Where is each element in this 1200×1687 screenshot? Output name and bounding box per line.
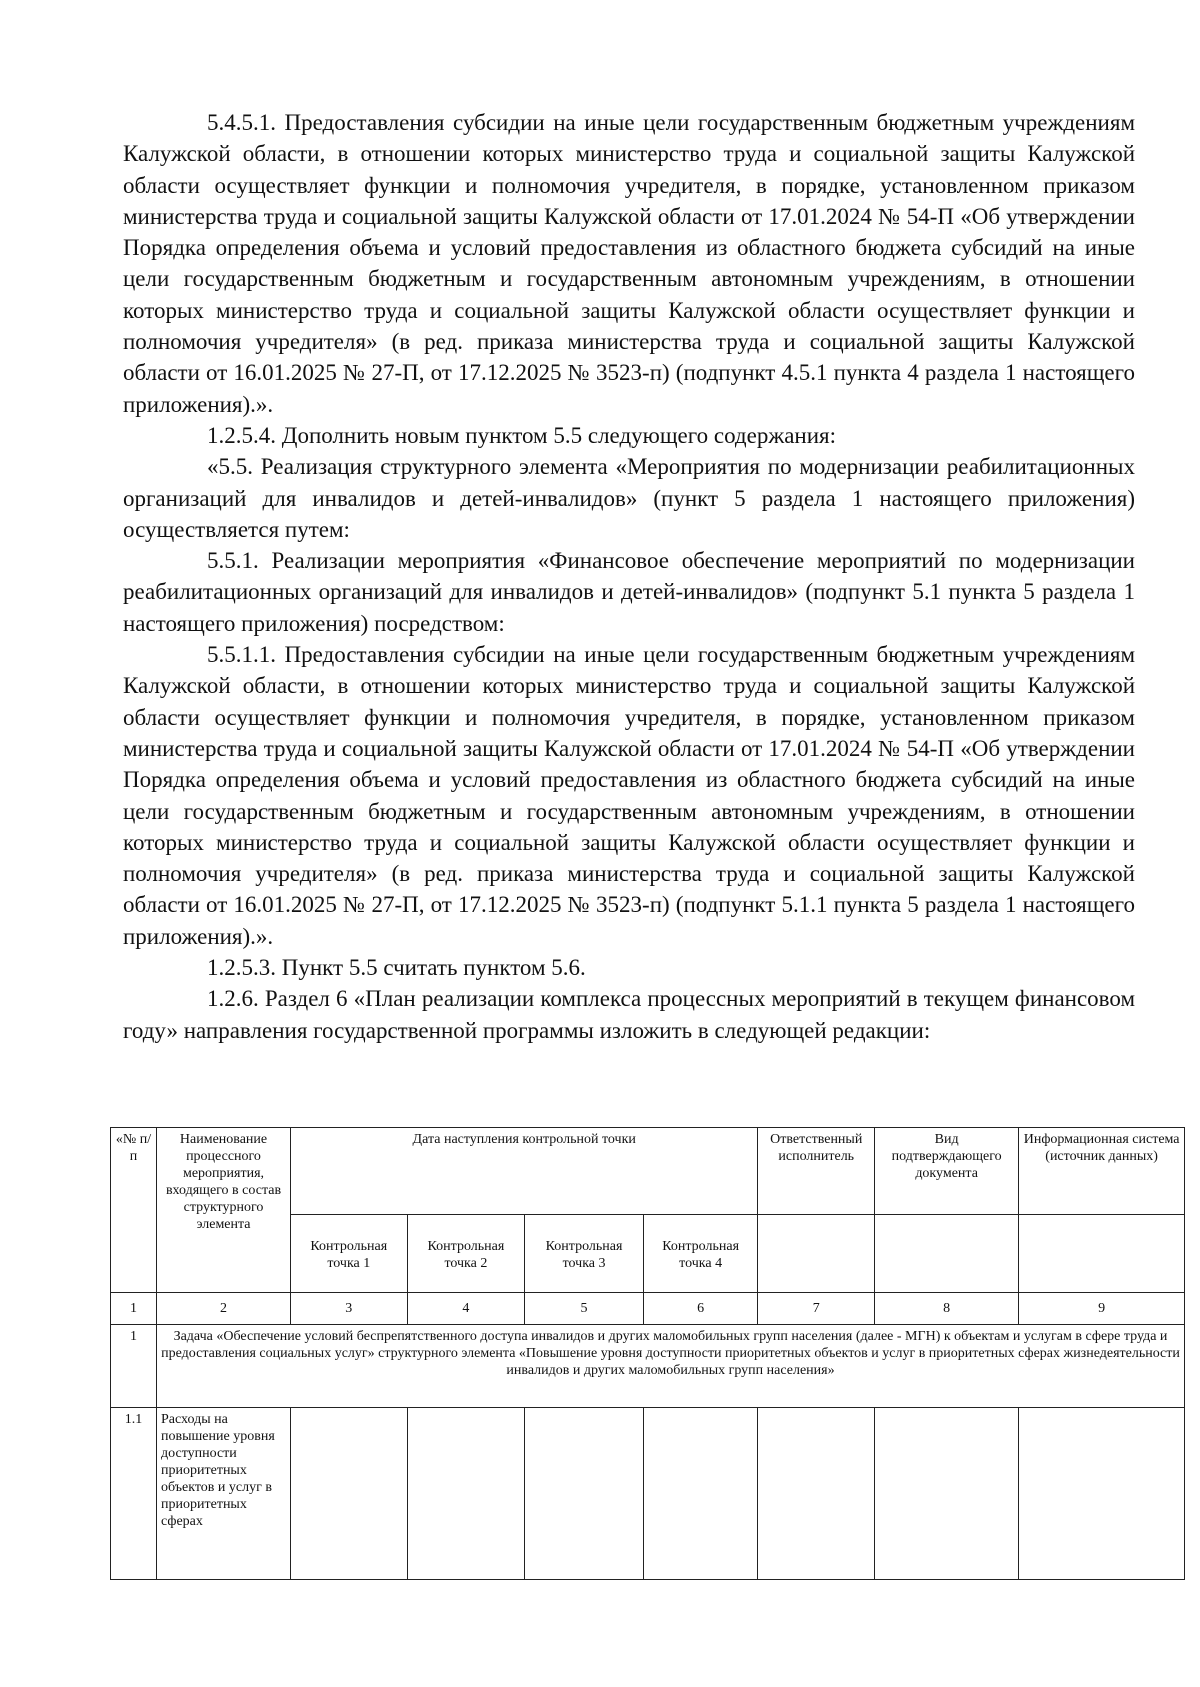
paragraph-5-5: «5.5. Реализация структурного элемента «Мероприятия по модернизации реабилитационных организаций для инвалидов и детей-инвалидов» (пункт 5 раздела 1 настоящего приложения) осуществляется путем: — [123, 454, 1135, 542]
header-checkpoint-2: Контрольная точка 2 — [407, 1215, 525, 1293]
column-number: 1 — [111, 1293, 157, 1325]
document-body — [123, 107, 1135, 1046]
column-number: 2 — [157, 1293, 291, 1325]
header-number: «№ п/п — [111, 1128, 157, 1293]
column-number: 6 — [643, 1293, 758, 1325]
column-number: 4 — [407, 1293, 525, 1325]
header-info-system: Информационная система (источник данных) — [1019, 1128, 1185, 1215]
paragraph-5-5-1: 5.5.1. Реализации мероприятия «Финансовое обеспечение мероприятий по модернизации реабилитационных организаций для инвалидов и детей-инвалидов» (подпункт 5.1 пункта 5 раздела 1 настоящего приложения) посредством: — [123, 548, 1135, 636]
paragraph-1-2-5-4: 1.2.5.4. Дополнить новым пунктом 5.5 следующего содержания: — [207, 422, 837, 448]
row-info-system — [1019, 1408, 1185, 1580]
row-checkpoint-4 — [643, 1408, 758, 1580]
subheader-empty-9 — [1019, 1215, 1185, 1293]
paragraph-1-2-6: 1.2.6. Раздел 6 «План реализации комплекса процессных мероприятий в текущем финансовом году» направления государственной программы изложить в следующей редакции: — [123, 986, 1135, 1043]
subheader-empty-8 — [875, 1215, 1019, 1293]
table-header-row — [111, 1128, 1185, 1215]
row-responsible — [758, 1408, 875, 1580]
row-checkpoint-1 — [291, 1408, 408, 1580]
header-name: Наименование процессного мероприятия, входящего в состав структурного элемента — [157, 1128, 291, 1293]
column-number: 9 — [1019, 1293, 1185, 1325]
task-description: Задача «Обеспечение условий беспрепятственного доступа инвалидов и других маломобильных групп населения (далее - МГН) к объектам и услугам в сфере труда и предоставления социальных услуг» структурного элемента «Повышение уровня доступности приоритетных объектов и услуг в приоритетных сферах жизнедеятельности инвалидов и других маломобильных групп населения» — [157, 1325, 1185, 1408]
header-doc-type: Вид подтверждающего документа — [875, 1128, 1019, 1215]
row-checkpoint-3 — [525, 1408, 644, 1580]
table-row — [111, 1408, 1185, 1580]
paragraph-5-4-5-1: 5.4.5.1. Предоставления субсидии на иные цели государственным бюджетным учреждениям Калужской области, в отношении которых министерство труда и социальной защиты Калужской области осуществляет функции и полномочия учредителя, в порядке, установленном приказом министерства труда и социальной защиты Калужской области от 17.01.2024 № 54-П «Об утверждении Порядка определения объема и условий предоставления из областного бюджета субсидий на иные цели государственным бюджетным и государственным автономным учреждениям, в отношении которых министерство труда и социальной защиты Калужской области осуществляет функции и полномочия учредителя» (в ред. приказа министерства труда и социальной защиты Калужской области от 16.01.2025 № 27-П, от 17.12.2025 № 3523-п) (подпункт 4.5.1 пункта 4 раздела 1 настоящего приложения).». — [123, 110, 1135, 417]
task-number: 1 — [111, 1325, 157, 1408]
plan-table — [110, 1127, 1185, 1580]
subheader-empty-7 — [758, 1215, 875, 1293]
paragraph-1-2-5-3: 1.2.5.3. Пункт 5.5 считать пунктом 5.6. — [207, 955, 586, 981]
header-checkpoint-1: Контрольная точка 1 — [291, 1215, 408, 1293]
row-doc-type — [875, 1408, 1019, 1580]
task-row — [111, 1325, 1185, 1408]
header-checkpoint-3: Контрольная точка 3 — [525, 1215, 644, 1293]
column-number: 7 — [758, 1293, 875, 1325]
header-checkpoint-4: Контрольная точка 4 — [643, 1215, 758, 1293]
plan-table-container — [110, 1127, 1185, 1580]
row-name: Расходы на повышение уровня доступности приоритетных объектов и услуг в приоритетных сферах — [157, 1408, 291, 1580]
row-checkpoint-2 — [407, 1408, 525, 1580]
column-number: 5 — [525, 1293, 644, 1325]
header-date-group: Дата наступления контрольной точки — [291, 1128, 758, 1215]
column-number: 8 — [875, 1293, 1019, 1325]
paragraph-5-5-1-1: 5.5.1.1. Предоставления субсидии на иные цели государственным бюджетным учреждениям Калужской области, в отношении которых министерство труда и социальной защиты Калужской области осуществляет функции и полномочия учредителя, в порядке, установленном приказом министерства труда и социальной защиты Калужской области от 17.01.2024 № 54-П «Об утверждении Порядка определения объема и условий предоставления из областного бюджета субсидий на иные цели государственным бюджетным и государственным автономным учреждениям, в отношении которых министерство труда и социальной защиты Калужской области осуществляет функции и полномочия учредителя» (в ред. приказа министерства труда и социальной защиты Калужской области от 16.01.2025 № 27-П, от 17.12.2025 № 3523-п) (подпункт 5.1.1 пункта 5 раздела 1 настоящего приложения).». — [123, 642, 1135, 949]
header-responsible: Ответственный исполнитель — [758, 1128, 875, 1215]
column-number: 3 — [291, 1293, 408, 1325]
row-number: 1.1 — [111, 1408, 157, 1580]
column-number-row — [111, 1293, 1185, 1325]
